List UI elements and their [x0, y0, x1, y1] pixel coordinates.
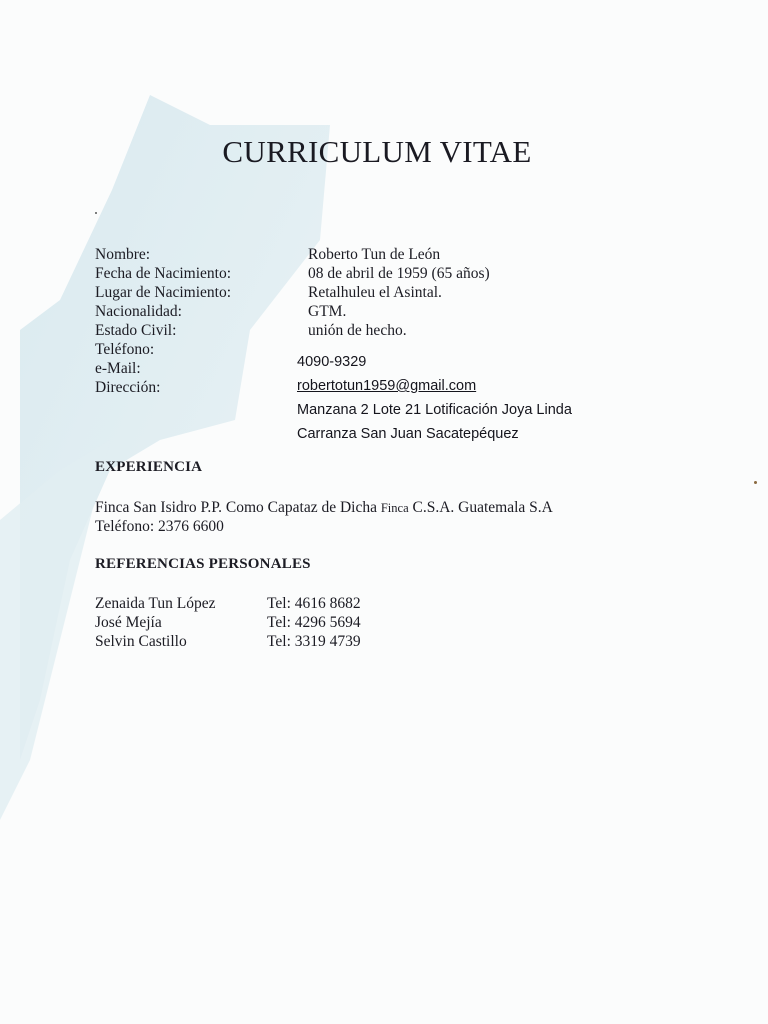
- page-title: CURRICULUM VITAE: [222, 134, 532, 169]
- reference-tel: Tel: 4616 8682: [267, 595, 361, 612]
- value-fecha-nacimiento: 08 de abril de 1959 (65 años): [308, 265, 490, 282]
- experience-finca: Finca: [380, 501, 409, 515]
- label-email: e-Mail:: [95, 360, 141, 377]
- reference-name: Zenaida Tun López: [95, 595, 216, 612]
- label-nombre: Nombre:: [95, 246, 151, 263]
- value-direccion: Manzana 2 Lote 21 Lotificación Joya Linda: [297, 402, 572, 418]
- value-lugar-nacimiento: Retalhuleu el Asintal.: [308, 284, 442, 301]
- value-telefono: 4090-9329: [297, 354, 367, 370]
- experience-company: C.S.A. Guatemala S.A: [412, 499, 553, 516]
- personal-values: [308, 245, 490, 340]
- contact-values: [297, 350, 572, 446]
- reference-row: [95, 632, 361, 651]
- value-estado-civil: unión de hecho.: [308, 322, 407, 339]
- experience-text: Finca San Isidro P.P. Como Capataz de Dicha: [95, 499, 377, 516]
- reference-tel: Tel: 3319 4739: [267, 633, 361, 650]
- reference-tel: Tel: 4296 5694: [267, 614, 361, 631]
- reference-row: [95, 594, 361, 613]
- value-direccion-line2: Carranza San Juan Sacatepéquez: [297, 426, 519, 442]
- paper-speck: [754, 481, 757, 484]
- value-nombre: Roberto Tun de León: [308, 246, 441, 263]
- stray-dot: [95, 212, 97, 214]
- label-telefono: Teléfono:: [95, 341, 155, 358]
- reference-name: Selvin Castillo: [95, 633, 187, 650]
- label-direccion: Dirección:: [95, 379, 161, 396]
- label-fecha-nacimiento: Fecha de Nacimiento:: [95, 265, 232, 282]
- experience-phone: Teléfono: 2376 6600: [95, 518, 224, 535]
- reference-name: José Mejía: [95, 614, 162, 631]
- personal-labels: [95, 245, 231, 397]
- reference-row: [95, 613, 361, 632]
- value-nacionalidad: GTM.: [308, 303, 347, 320]
- references-list: [95, 594, 361, 651]
- label-lugar-nacimiento: Lugar de Nacimiento:: [95, 284, 232, 301]
- experience-heading: EXPERIENCIA: [95, 459, 203, 475]
- email-link[interactable]: robertotun1959@gmail.com: [297, 378, 477, 394]
- references-heading: REFERENCIAS PERSONALES: [95, 556, 311, 572]
- label-estado-civil: Estado Civil:: [95, 322, 177, 339]
- label-nacionalidad: Nacionalidad:: [95, 303, 182, 320]
- experience-line: [95, 498, 553, 518]
